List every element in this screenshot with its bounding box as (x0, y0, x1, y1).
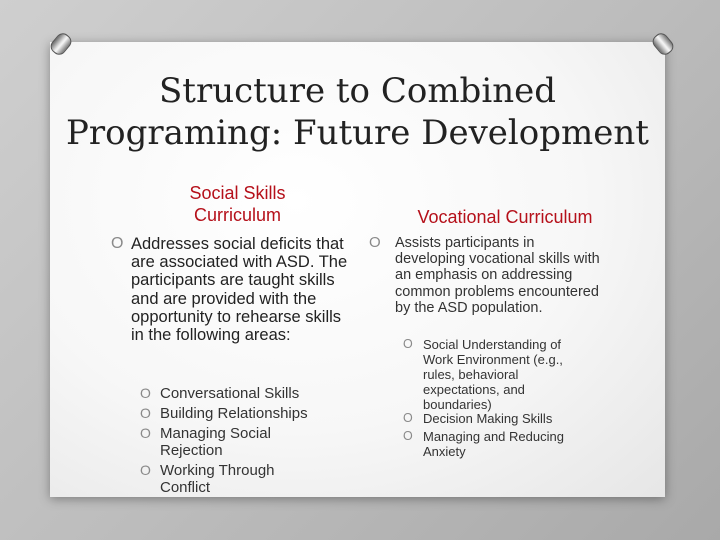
list-item (140, 462, 310, 497)
bullet-marker-icon: O (111, 235, 124, 252)
list-item (403, 429, 593, 459)
list-item-text: Working Through Conflict (160, 462, 275, 497)
list-item-text: Building Relationships (160, 405, 308, 422)
bullet-marker-icon: O (403, 429, 413, 443)
bullet-marker-icon: O (403, 411, 413, 425)
bullet-marker-icon: O (140, 425, 151, 441)
list-item (403, 337, 593, 412)
bullet-marker-icon: O (403, 337, 413, 351)
list-item-text: Conversational Skills (160, 385, 300, 402)
bullet-marker-icon: O (369, 234, 381, 251)
right-main-bullet (369, 234, 600, 316)
left-column-heading: Social Skills Curriculum (189, 183, 286, 225)
left-bullet-text: Addresses social deficits that are associated with ASD. The participants are taught skills and are provided with the opportunity to rehearse skills in the following areas: (131, 235, 348, 345)
list-item-text: Decision Making Skills (423, 411, 553, 426)
bullet-marker-icon: O (140, 405, 151, 421)
bullet-marker-icon: O (140, 385, 151, 401)
left-main-bullet (111, 235, 356, 345)
list-item (403, 411, 593, 426)
right-column-heading: Vocational Curriculum (417, 207, 593, 227)
list-item (140, 405, 350, 422)
list-item-text: Managing Social Rejection (160, 425, 271, 460)
slide-title: Structure to Combined Programing: Future Development (66, 71, 649, 153)
list-item (140, 385, 350, 402)
list-item-text: Social Understanding of Work Environment (e.g., rules, behavioral expectations, and boundaries) (423, 337, 563, 412)
list-item-text: Managing and Reducing Anxiety (423, 429, 564, 459)
right-bullet-text: Assists participants in developing vocational skills with an emphasis on addressing common problems encountered by the ASD population. (395, 235, 600, 316)
bullet-marker-icon: O (140, 462, 151, 478)
list-item (140, 425, 310, 460)
